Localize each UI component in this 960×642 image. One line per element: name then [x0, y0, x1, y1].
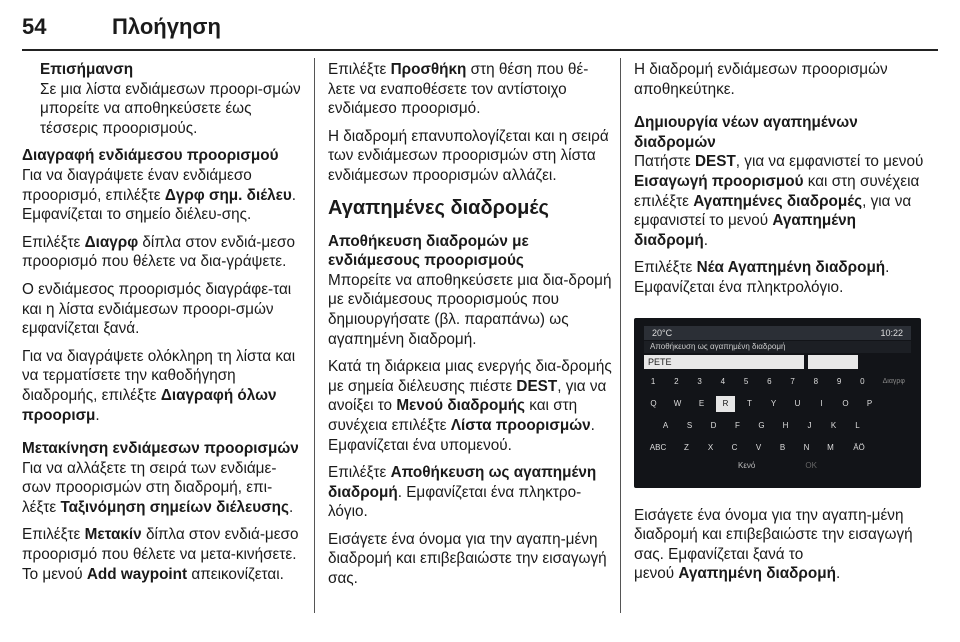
key-l: L — [855, 420, 860, 430]
key-6: 6 — [767, 376, 772, 386]
space-key: Κενό — [738, 460, 756, 470]
save-paragraph-3: Επιλέξτε Αποθήκευση ως αγαπημένη διαδρομή. Εμφανίζεται ένα πληκτρο-λόγιο. — [328, 464, 597, 521]
key-g: G — [758, 420, 765, 430]
key-k: K — [830, 420, 837, 430]
key-q: Q — [650, 398, 657, 408]
key-d: D — [710, 420, 717, 430]
delete-waypoint-heading: Διαγραφή ενδιάμεσου προορισμού — [22, 147, 279, 165]
header-rule — [22, 49, 938, 51]
delete-paragraph-3: Ο ενδιάμεσος προορισμός διαγράφε-ται και η λίστα ενδιάμεσων προορι-σμών εμφανίζεται ξανά. — [22, 280, 292, 338]
key-w: W — [673, 398, 682, 408]
delete-paragraph-2: Επιλέξτε Διαγρφ δίπλα στον ενδιά-μεσο προορισμό που θέλετε να δια-γράψετε. — [22, 233, 295, 271]
key-8: 8 — [813, 376, 819, 386]
key-2: 2 — [674, 376, 679, 386]
name-input: PETE — [644, 355, 804, 369]
key-9: 9 — [836, 376, 842, 386]
key-4: 4 — [720, 376, 726, 386]
save-paragraph-1: Μπορείτε να αποθηκεύσετε μια δια-δρομή με ενδιάμεσους προορισμούς που δημιουργήσατε (βλ. παραπάνω) ως αγαπημένη διαδρομή. — [328, 271, 612, 348]
create-routes-heading: Δημιουργία νέων αγαπημένων διαδρομών — [634, 114, 858, 151]
key-äö: ÄÖ — [853, 442, 865, 452]
recalc-paragraph: Η διαδρομή επανυπολογίζεται και η σειρά των ενδιάμεσων προορισμών στη λίστα ενδιάμεσων προορισμών αλλάζει. — [328, 127, 609, 184]
key-v: V — [755, 442, 762, 452]
key-o: O — [842, 398, 849, 408]
key-n: N — [803, 442, 810, 452]
column-divider-1 — [314, 58, 315, 613]
note-title: Επισήμανση — [40, 61, 134, 78]
key-j: J — [807, 420, 812, 430]
confirm-paragraph-tail: μενού Αγαπημένη διαδρομή. — [634, 565, 841, 583]
key-5: 5 — [743, 376, 749, 386]
move-paragraph-2: Επιλέξτε Μετακίν δίπλα στον ενδιά-μεσο προορισμό που θέλετε να μετα-κινήσετε. Το μενού Add waypoint απεικονίζεται. — [22, 526, 299, 583]
key-t: T — [747, 398, 752, 408]
page-number: 54 — [22, 14, 47, 39]
add-paragraph: Επιλέξτε Προσθήκη στη θέση που θέ-λετε να εναποθέσετε τον αντίστοιχο ενδιάμεσο προορισμό. — [328, 61, 589, 118]
key-s: S — [686, 420, 693, 430]
on-screen-keyboard — [644, 374, 911, 462]
key-7: 7 — [790, 376, 795, 386]
delete-paragraph-4: Για να διαγράψετε ολόκληρη τη λίστα και να τερματίσετε την καθοδήγηση διαδρομής, επιλέξτε Διαγραφή όλων προορισμ. — [22, 347, 296, 424]
move-waypoints-heading: Μετακίνηση ενδιάμεσων προορισμών — [22, 440, 299, 458]
keyboard-footer — [644, 456, 911, 476]
note-block — [22, 60, 304, 138]
key-c: C — [731, 442, 738, 452]
key-p: P — [866, 398, 873, 408]
ok-key: OK — [805, 460, 817, 470]
key-y: Y — [770, 398, 777, 408]
status-bar — [644, 326, 911, 340]
save-paragraph-2: Κατά τη διάρκεια μιας ενεργής δια-δρομής με σημεία διέλευσης πιέστε DEST, για να ανοίξει το Μενού διαδρομής και στη συνέχεια επιλέξτε Λίστα προορισμών. Εμφανίζεται ένα υπομενού. — [328, 358, 612, 454]
create-paragraph-2: Επιλέξτε Νέα Αγαπημένη διαδρομή. Εμφανίζεται ένα πληκτρολόγιο. — [634, 259, 890, 296]
screen-title: Αποθήκευση ως αγαπημένη διαδρομή — [644, 341, 911, 353]
saved-paragraph: Η διαδρομή ενδιάμεσων προορισμών αποθηκεύτηκε. — [634, 61, 888, 98]
create-paragraph-1: Πατήστε DEST, για να εμφανιστεί το μενού Εισαγωγή προορισμού και στη συνέχεια επιλέξτε Αγαπημένες διαδρομές, για να εμφανιστεί το μενού Αγαπημένη διαδρομή. — [634, 153, 924, 249]
clock: 10:22 — [880, 327, 903, 338]
delete-paragraph-1: Για να διαγράψετε έναν ενδιάμεσο προορισμό, επιλέξτε Δγρφ σημ. διέλευ. Εμφανίζεται το σημείο διέλευ-σης. — [22, 166, 297, 224]
confirm-paragraph: Εισάγετε ένα όνομα για την αγαπη-μένη διαδρομή και επιβεβαιώστε την εισαγωγή σας. Εμφανίζεται ξανά το — [634, 506, 913, 563]
column-divider-2 — [620, 58, 621, 613]
suggestion-field — [808, 355, 858, 369]
key-1: 1 — [650, 376, 656, 386]
column-2 — [328, 60, 612, 597]
key-b: B — [779, 442, 786, 452]
key-i: I — [820, 398, 823, 408]
delete-key: Διαγρφ — [882, 377, 905, 385]
key-u: U — [794, 398, 801, 408]
temperature: 20°C — [652, 327, 673, 338]
save-paragraph-4: Εισάγετε ένα όνομα για την αγαπη-μένη διαδρομή και επιβεβαιώστε την εισαγωγή σας. — [328, 530, 607, 588]
key-x: X — [707, 442, 714, 452]
key-e: E — [698, 398, 705, 408]
key-0: 0 — [860, 376, 865, 386]
move-paragraph-1: Για να αλλάξετε τη σειρά των ενδιάμε-σων προορισμών στη διαδρομή, επι-λέξτε Ταξινόμηση σημείων διέλευσης. — [22, 459, 294, 516]
page-title: Πλοήγηση — [112, 14, 221, 39]
key-abc: ABC — [649, 442, 667, 452]
section-title: Αγαπημένες διαδρομές — [328, 196, 549, 219]
column-1 — [22, 60, 304, 592]
keyboard-screenshot — [634, 318, 921, 488]
key-m: M — [827, 442, 834, 452]
key-3: 3 — [697, 376, 702, 386]
key-a: A — [662, 420, 669, 430]
save-routes-heading: Αποθήκευση διαδρομών με ενδιάμεσους προορισμούς — [328, 232, 529, 270]
note-body: Σε μια λίστα ενδιάμεσων προορι-σμών μπορείτε να αποθηκεύσετε έως τέσσερις προορισμούς. — [40, 80, 301, 137]
column-3 — [634, 60, 926, 592]
key-z: Z — [684, 442, 689, 452]
key-r: R — [716, 396, 735, 412]
key-f: F — [735, 420, 740, 430]
key-h: H — [782, 420, 789, 430]
